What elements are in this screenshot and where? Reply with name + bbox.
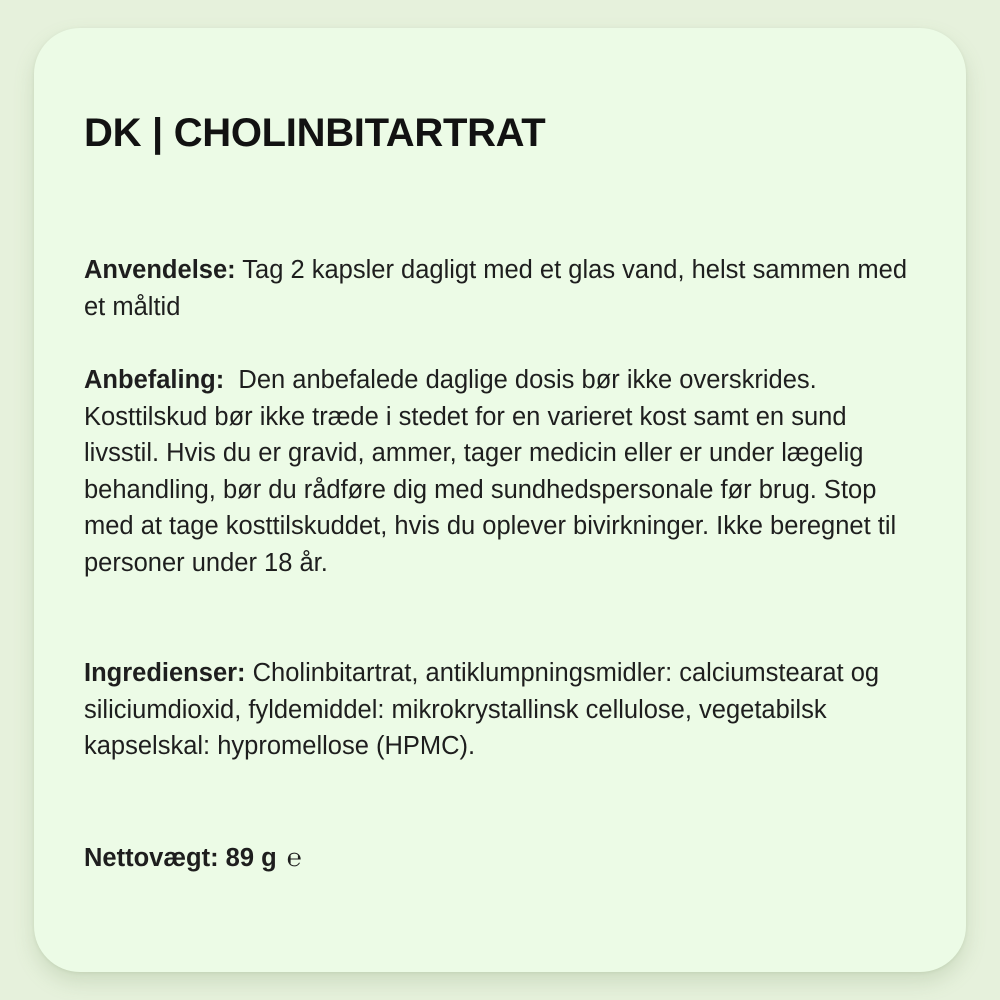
usage-section	[84, 252, 924, 325]
recommendation-label: Anbefaling:	[84, 366, 225, 394]
product-info-card	[34, 28, 966, 972]
ingredients-text: Cholinbitartrat, antiklumpningsmidler: calciumstearat og siliciumdioxid, fyldemiddel: mikrokrystallinsk cellulose, vegetabilsk kapselskal: hypromellose (HPMC).	[84, 659, 880, 760]
recommendation-section	[84, 362, 924, 581]
usage-label: Anvendelse:	[84, 256, 236, 284]
recommendation-text: Den anbefalede daglige dosis bør ikke overskrides. Kosttilskud bør ikke træde i stedet for en varieret kost samt en sund livsstil. Hvis du er gravid, ammer, tager medicin eller er under lægelig behandling, bør du rådføre dig med sundhedspersonale før brug. Stop med at tage kosttilskuddet, hvis du oplever bivirkninger. Ikke beregnet til personer under 18 år.	[84, 366, 897, 577]
usage-text: Tag 2 kapsler dagligt med et glas vand, helst sammen med et måltid	[84, 256, 908, 321]
page-title: DK | CHOLINBITARTRAT	[84, 111, 546, 155]
ingredients-label: Ingredienser:	[84, 659, 246, 687]
net-weight-label: Nettovægt: 89 g	[84, 844, 277, 872]
ingredients-section	[84, 655, 924, 765]
estimated-sign-icon: ℮	[286, 843, 302, 872]
net-weight-section	[84, 840, 924, 877]
